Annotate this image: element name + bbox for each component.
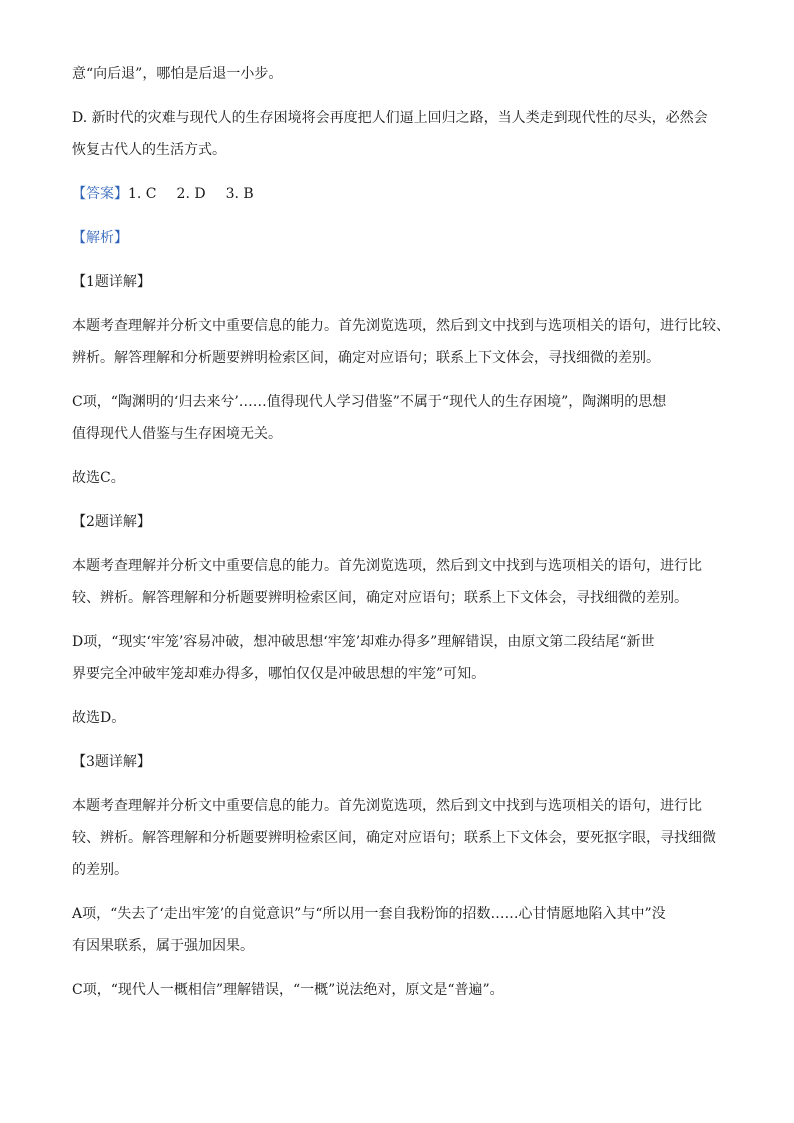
q1-conclusion: 故选C。 — [72, 470, 125, 486]
answer-label: 【答案】 — [72, 186, 128, 202]
q1-paragraph-2 — [72, 386, 732, 450]
q2-paragraph-2 — [72, 626, 732, 690]
q2-p1-line-1: 本题考查理解并分析文中重要信息的能力。首先浏览选项，然后到文中找到与选项相关的语句，进行比 — [72, 558, 702, 574]
answer-item-3: 3. B — [225, 186, 254, 202]
answer-line — [72, 178, 732, 210]
q3-p2-line-2: 有因果联系，属于强加因果。 — [72, 938, 254, 954]
intro-tail: 意“向后退”，哪怕是后退一小步。 — [72, 66, 283, 82]
q3-heading: 【3题详解】 — [72, 754, 151, 770]
q1-p2-line-2: 值得现代人借鉴与生存困境无关。 — [72, 426, 282, 442]
q2-heading: 【2题详解】 — [72, 514, 151, 530]
q3-paragraph-2 — [72, 898, 732, 962]
q3-p1-line-2: 较、辨析。解答理解和分析题要辨明检索区间，确定对应语句；联系上下文体会，要死抠字眼，寻找细微 — [72, 830, 716, 846]
q1-paragraph-1 — [72, 310, 732, 374]
q3-p2-line-1: A项，“失去了‘走出牢笼’的自觉意识”与“所以用一套自我粉饰的招数……心甘情愿地陷入其中”没 — [72, 906, 666, 922]
q2-p1-line-2: 较、辨析。解答理解和分析题要辨明检索区间，确定对应语句；联系上下文体会，寻找细微的差别。 — [72, 590, 688, 606]
q2-paragraph-1 — [72, 550, 732, 614]
document-page — [72, 58, 732, 1006]
answer-item-2: 2. D — [176, 186, 206, 202]
q1-p1-line-2: 辨析。解答理解和分析题要辨明检索区间，确定对应语句；联系上下文体会，寻找细微的差别。 — [72, 350, 660, 366]
q2-p2-line-1: D项，“现实‘牢笼’容易冲破，想冲破思想‘牢笼’却难办得多”理解错误，由原文第二段结尾“新世 — [72, 634, 655, 650]
q2-conclusion: 故选D。 — [72, 710, 126, 726]
option-d-line-1: D. 新时代的灾难与现代人的生存困境将会再度把人们逼上回归之路，当人类走到现代性的尽头，必然会 — [72, 110, 708, 126]
q1-p2-line-1: C项，“陶渊明的‘归去来兮’……值得现代人学习借鉴”不属于“现代人的生存困境”，陶渊明的思想 — [72, 394, 667, 410]
option-d — [72, 102, 732, 166]
q1-p1-line-1: 本题考查理解并分析文中重要信息的能力。首先浏览选项，然后到文中找到与选项相关的语句，进行比较、 — [72, 318, 730, 334]
q3-p1-line-1: 本题考查理解并分析文中重要信息的能力。首先浏览选项，然后到文中找到与选项相关的语句，进行比 — [72, 798, 702, 814]
q3-paragraph-3: C项，“现代人一概相信”理解错误，“一概”说法绝对，原文是“普遍”。 — [72, 982, 504, 998]
q2-p2-line-2: 界要完全冲破牢笼却难办得多，哪怕仅仅是冲破思想的牢笼”可知。 — [72, 666, 486, 682]
q3-paragraph-1 — [72, 790, 732, 886]
option-d-line-2: 恢复古代人的生活方式。 — [72, 142, 226, 158]
answer-item-1: 1. C — [128, 186, 157, 202]
q1-heading: 【1题详解】 — [72, 274, 151, 290]
analysis-label: 【解析】 — [72, 230, 128, 246]
q3-p1-line-3: 的差别。 — [72, 862, 128, 878]
